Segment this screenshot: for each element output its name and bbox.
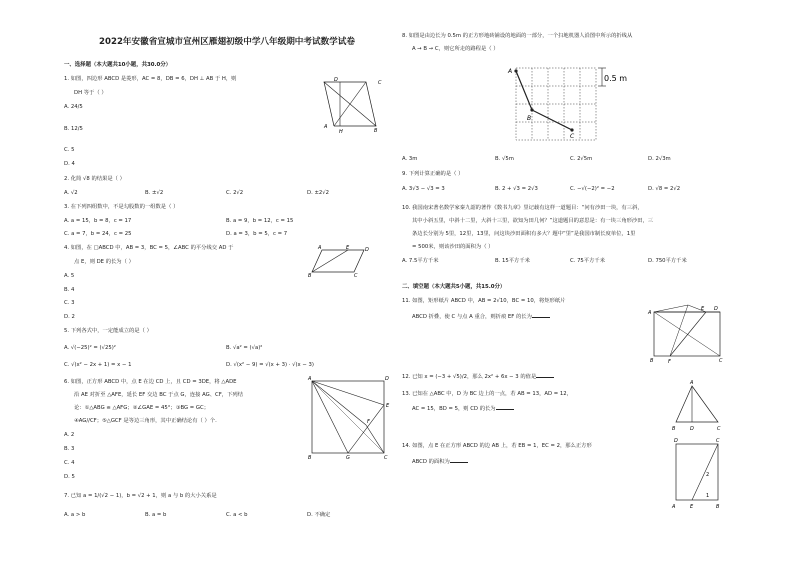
q7-option-a: A. a > b: [64, 512, 86, 518]
q13-figure-triangle: [672, 380, 722, 432]
q11-text-2: ABCD 折叠，使 C 与点 A 重合，则折痕 EF 的长为: [412, 312, 550, 321]
svg-text:F: F: [668, 359, 671, 365]
svg-text:D: D: [690, 426, 694, 432]
q3-option-c: C. a = 7，b = 24，c = 25: [64, 231, 132, 237]
q6-text-3: 论：①△ABG ≌ △AFG；②∠GAE = 45°；③BG = GC；: [74, 405, 209, 411]
svg-text:B: B: [716, 504, 720, 510]
svg-text:1: 1: [706, 493, 710, 499]
svg-text:H: H: [339, 129, 343, 135]
q12-text: 12. 已知 x = (−3 + √5)/2，那么 2x² + 6x − 3 的值是: [402, 372, 554, 381]
q10-text-4: = 500米，则该沙田的面积为（ ）: [412, 244, 494, 250]
q8-text: 8. 如图是由边长为 0.5m 的正方形地砖铺设的地面的一部分，一个扫地机器人沿图中所示的折线从: [402, 33, 633, 39]
q8-option-c: C. 2√5m: [570, 156, 593, 162]
q7-option-d: D. 不确定: [307, 512, 331, 518]
svg-text:B: B: [308, 455, 312, 461]
section-heading-choice: 一、选择题（本大题共10小题，共30.0分）: [64, 62, 172, 68]
q4-text-2: 点 E，则 DE 的长为（ ）: [74, 259, 134, 265]
svg-text:B: B: [672, 426, 676, 432]
q10-option-d: D. 750平方千米: [648, 258, 687, 264]
svg-text:A: A: [690, 380, 694, 386]
svg-text:D: D: [714, 306, 718, 312]
q9-text: 9. 下列计算正确的是（ ）: [402, 171, 464, 177]
q1-option-a: A. 24/5: [64, 104, 83, 110]
svg-text:C: C: [570, 133, 575, 140]
svg-text:A: A: [324, 124, 328, 130]
left-column: [62, 0, 392, 562]
q3-option-b: B. a = 9，b = 12，c = 15: [226, 218, 294, 224]
svg-text:E: E: [346, 245, 350, 251]
q13-text-2: AC = 15，BD = 5，则 CD 的长为: [412, 404, 514, 413]
q14-text-2: ABCD 的面积为: [412, 457, 468, 466]
q9-option-b: B. 2 + √3 = 2√3: [495, 186, 538, 192]
svg-text:C: C: [716, 438, 720, 444]
q8-option-a: A. 3m: [402, 156, 418, 162]
svg-text:B: B: [374, 128, 378, 134]
svg-text:F: F: [367, 419, 370, 425]
svg-text:E: E: [690, 504, 694, 510]
q6-figure-square: [308, 375, 390, 459]
q6-option-d: D. 5: [64, 474, 75, 480]
q10-text-3: 条边长分别为 5里，12里，13里，问这块沙田面积有多大？题中“里”是我国市制长度单位，1里: [412, 231, 636, 237]
q14-text: 14. 如图，点 E 在正方形 ABCD 的边 AB 上，若 EB = 1，EC = 2，那么正方形: [402, 443, 592, 449]
q9-option-a: A. 3√3 − √3 = 3: [402, 186, 445, 192]
q3-option-a: A. a = 15，b = 8，c = 17: [64, 218, 132, 224]
q4-option-c: C. 3: [64, 300, 75, 306]
svg-text:B: B: [527, 115, 532, 122]
q10-option-c: C. 75平方千米: [570, 258, 605, 264]
q1-option-b: B. 12/5: [64, 126, 83, 132]
svg-text:E: E: [701, 306, 705, 312]
section-heading-fill: 二、填空题（本大题共5小题，共15.0分）: [402, 284, 506, 290]
svg-text:D: D: [674, 438, 678, 444]
svg-text:A: A: [508, 68, 513, 75]
svg-text:C: C: [384, 455, 388, 461]
q2-option-d: D. ±2√2: [307, 190, 329, 196]
svg-text:C: C: [719, 358, 723, 364]
q13-text: 13. 已知在 △ABC 中，D 为 BC 边上的一点，若 AB = 13，AD = 12，: [402, 391, 572, 397]
q9-option-c: C. −√(−2)² = −2: [570, 186, 615, 192]
q4-option-a: A. 5: [64, 273, 75, 279]
svg-text:D: D: [365, 247, 369, 253]
q6-option-a: A. 2: [64, 432, 75, 438]
q7-option-c: C. a < b: [226, 512, 248, 518]
q6-text-2: 沿 AE 对折至 △AFE，延长 EF 交边 BC 于点 G，连接 AG、CF，下列结: [74, 392, 243, 398]
q7-option-b: B. a = b: [145, 512, 167, 518]
q8-figure-grid: [506, 62, 626, 144]
q3-option-d: D. a = 3，b = 5，c = 7: [226, 231, 288, 237]
q1-option-d: D. 4: [64, 161, 75, 167]
q10-option-b: B. 15平方千米: [495, 258, 530, 264]
q9-option-d: D. √8 = 2√2: [648, 186, 681, 192]
q5-option-b: B. √a² = (√a)²: [226, 345, 263, 351]
right-column: [402, 0, 732, 562]
q8-option-d: D. 2√3m: [648, 156, 671, 162]
q1-text: 1. 如图，四边形 ABCD 是菱形，AC = 8，DB = 6，DH ⊥ AB 于 H，则: [64, 76, 237, 82]
svg-text:A: A: [318, 245, 322, 251]
svg-text:C: C: [717, 426, 721, 432]
q1-text-2: DH 等于（ ）: [74, 90, 107, 96]
q8-option-b: B. √5m: [495, 156, 514, 162]
svg-text:D: D: [334, 77, 338, 83]
q5-option-d: D. √(x² − 9) = √(x + 3) · √(x − 3): [226, 362, 314, 368]
q4-figure-parallelogram: [308, 244, 372, 278]
q6-option-b: B. 3: [64, 446, 75, 452]
q8-scale-label: 0.5 m: [604, 74, 628, 83]
page-title: 2022年安徽省宣城市宣州区雁翅初级中学八年级期中考试数学试卷: [99, 37, 355, 47]
svg-text:A: A: [308, 376, 312, 382]
q11-figure-rectangle: [648, 302, 726, 364]
svg-text:2: 2: [706, 472, 710, 478]
svg-text:G: G: [346, 455, 350, 461]
q7-text: 7. 已知 a = 1/(√2 − 1)，b = √2 + 1，则 a 与 b 的大小关系是: [64, 493, 217, 499]
q2-option-a: A. √2: [64, 190, 78, 196]
q5-text: 5. 下列各式中，一定能成立的是（ ）: [64, 328, 152, 334]
q10-option-a: A. 7.5平方千米: [402, 258, 439, 264]
q6-text-4: ④AG//CF；⑤△GCF 是等边三角形，其中正确结论有（ ）个.: [74, 418, 217, 424]
q2-text: 2. 化简 √8 的结果是（ ）: [64, 176, 125, 182]
q4-text: 4. 如图，在 □ABCD 中，AB = 3，BC = 5，∠ABC 的平分线交 AD 于: [64, 245, 234, 251]
svg-text:B: B: [650, 358, 654, 364]
svg-text:A: A: [648, 310, 652, 316]
q1-option-c: C. 5: [64, 147, 75, 153]
q14-figure-square: [670, 434, 724, 510]
q2-option-c: C. 2√2: [226, 190, 244, 196]
svg-text:E: E: [386, 403, 390, 409]
q10-text: 10. 我国南宋著名数学家秦九韶的著作《数书九章》里记载有这样一道题目：“问有沙田一块，有三斜，: [402, 205, 643, 211]
svg-text:C: C: [378, 80, 382, 86]
q2-option-b: B. ±√2: [145, 190, 164, 196]
q4-option-d: D. 2: [64, 314, 75, 320]
svg-text:D: D: [385, 376, 389, 382]
q5-option-a: A. √(−25)² = (√25)²: [64, 345, 116, 351]
svg-text:A: A: [672, 504, 676, 510]
q6-option-c: C. 4: [64, 460, 75, 466]
q4-option-b: B. 4: [64, 287, 75, 293]
q3-text: 3. 在下列四组数中，不是勾股数的一组数是（ ）: [64, 204, 179, 210]
svg-text:C: C: [354, 273, 358, 279]
q1-figure-rhombus: [322, 78, 382, 134]
svg-text:B: B: [308, 273, 312, 279]
q11-text: 11. 如图，矩形纸片 ABCD 中，AB = 2√10，BC = 10，将矩形纸片: [402, 298, 566, 304]
q10-text-2: 其中小斜五里，中斜十二里，大斜十三里，欲知为田几何？”这道题目的意思是：有一块三角形沙田，三: [412, 218, 654, 224]
q8-text-2: A → B → C，则它所走的路程是（ ）: [412, 46, 499, 52]
q6-text: 6. 如图，正方形 ABCD 中，点 E 在边 CD 上，且 CD = 3DE，将 △ADE: [64, 379, 237, 385]
q5-option-c: C. √(x² − 2x + 1) = x − 1: [64, 362, 132, 368]
